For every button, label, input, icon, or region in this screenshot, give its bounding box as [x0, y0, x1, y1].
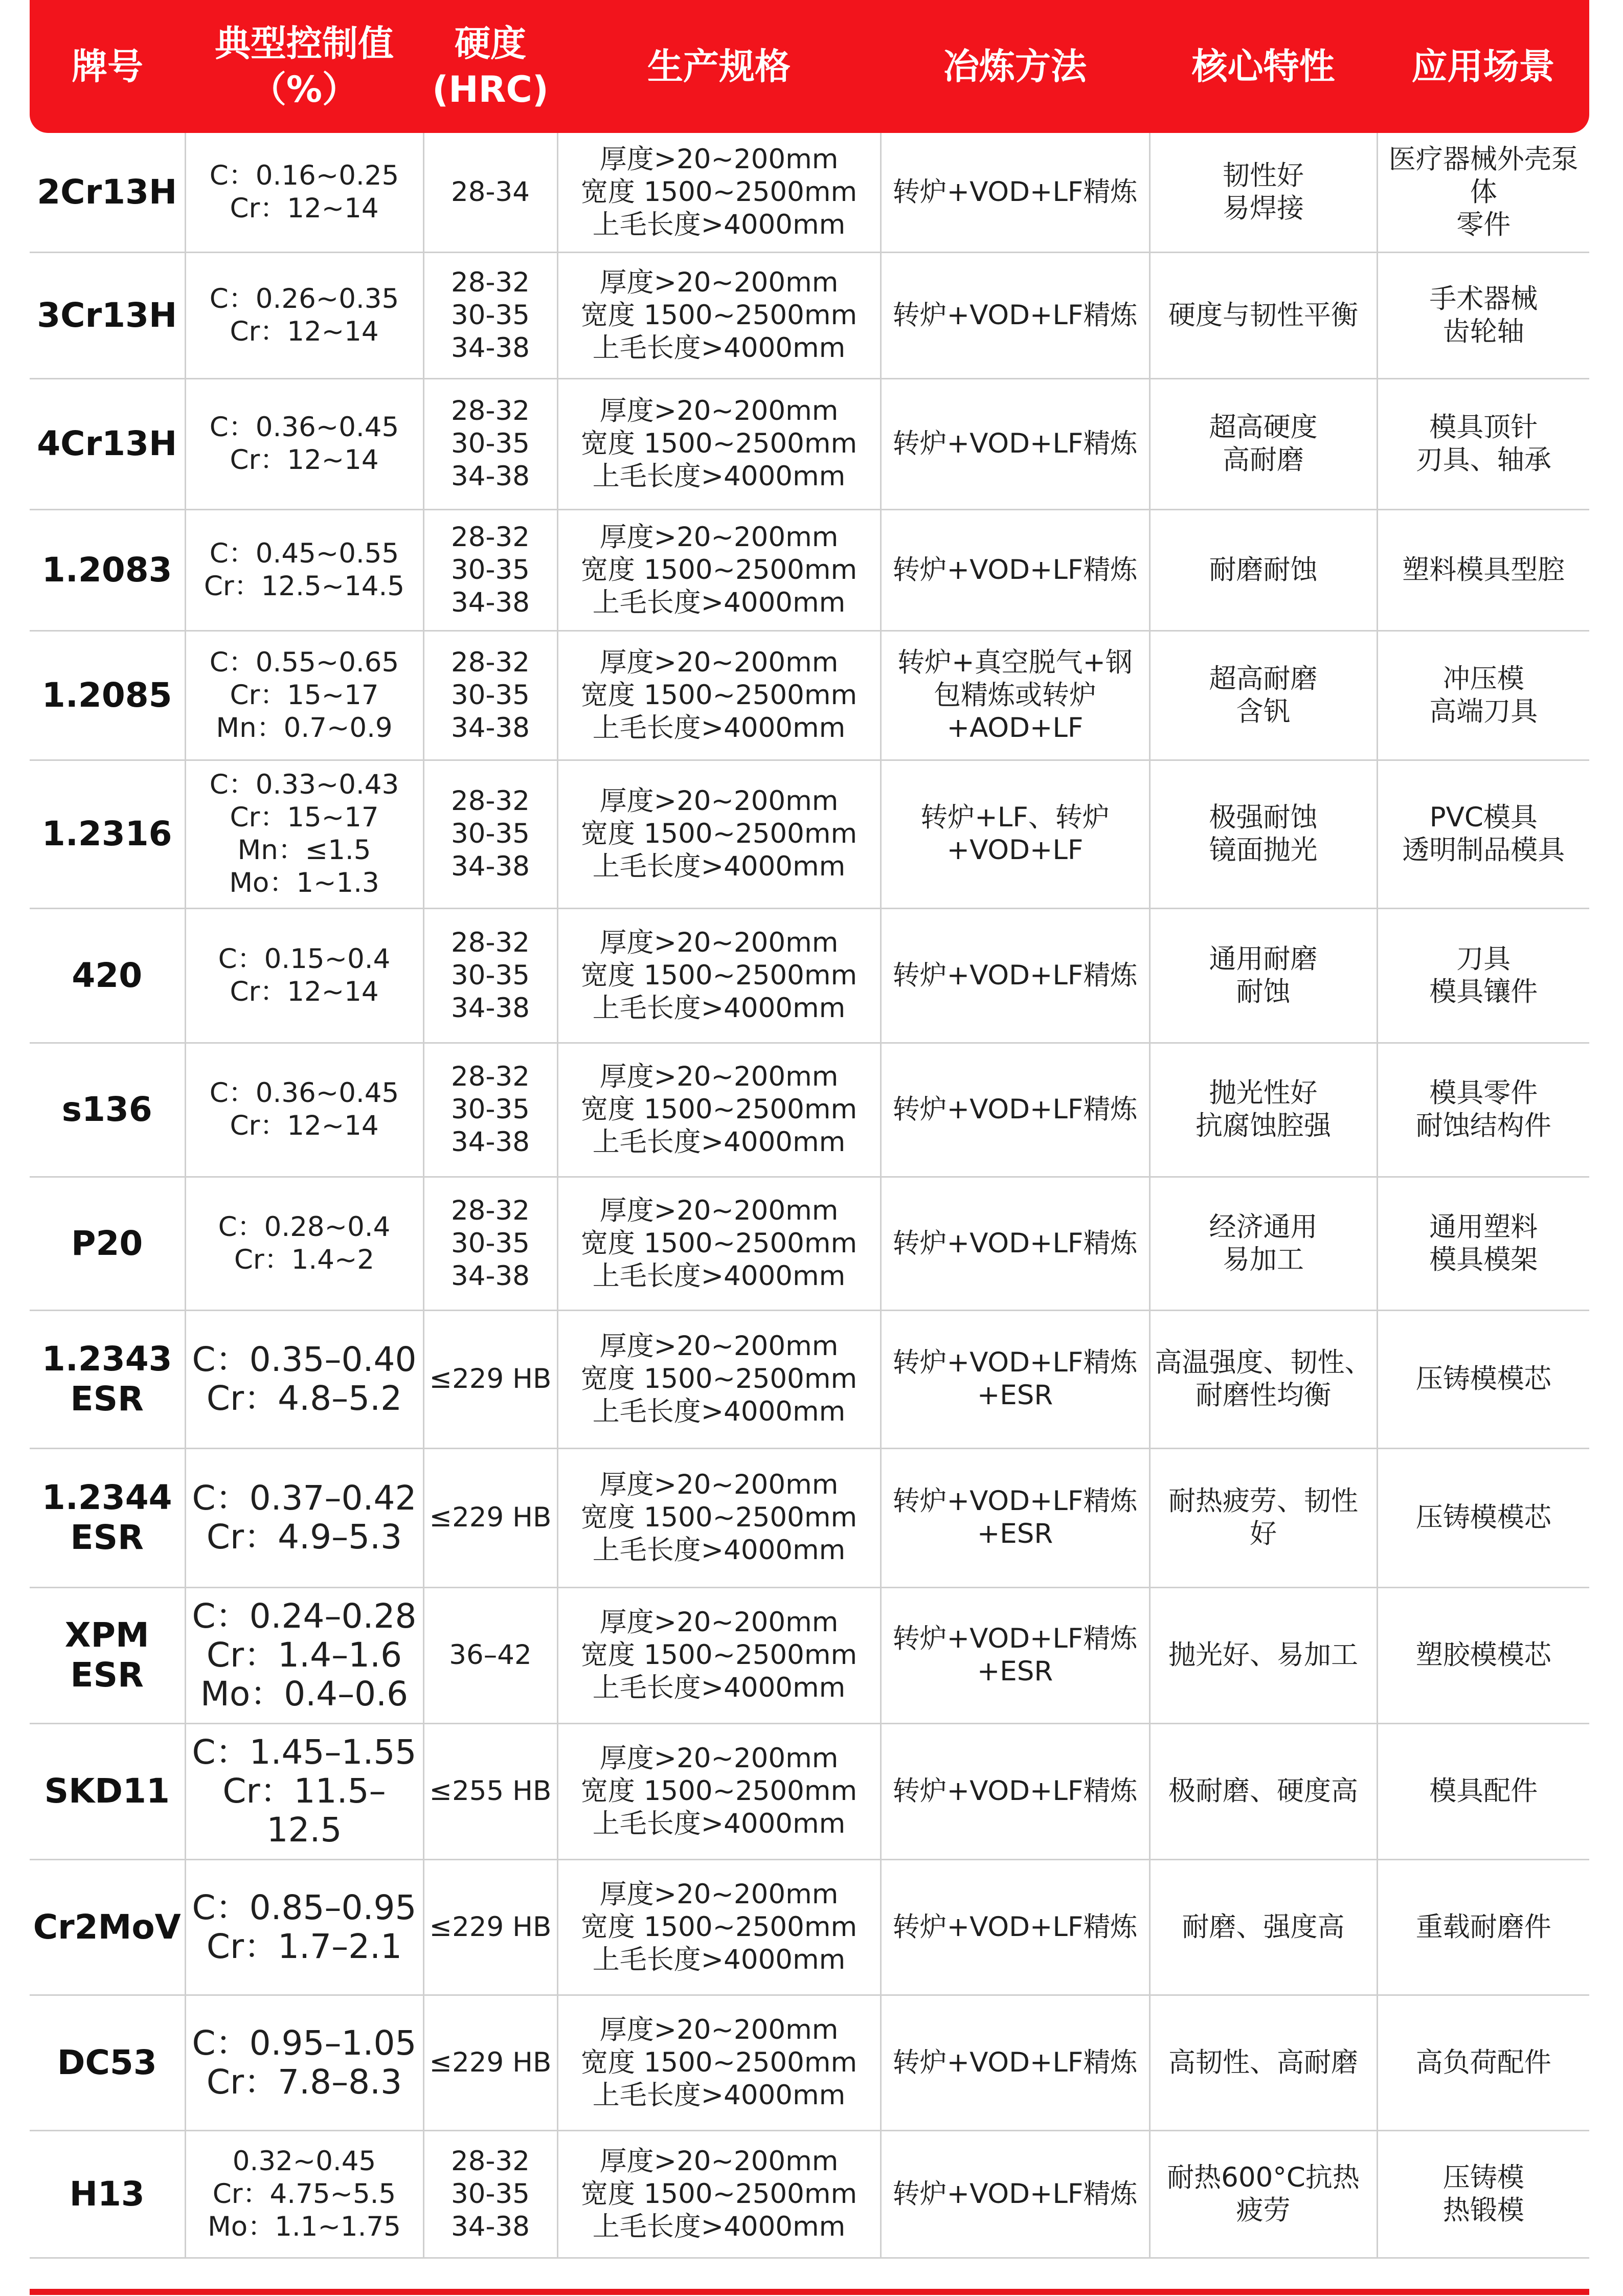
cell-features: 极强耐蚀 镜面抛光	[1149, 760, 1377, 908]
cell-features: 耐磨、强度高	[1149, 1859, 1377, 1995]
cell-grade: P20	[30, 1177, 185, 1310]
cell-features: 耐热疲劳、韧性 好	[1149, 1448, 1377, 1587]
cell-composition: 0.32~0.45 Cr：4.75~5.5 Mo：1.1~1.75	[185, 2130, 423, 2258]
cell-smelting: 转炉+VOD+LF精炼	[881, 908, 1149, 1043]
table-row	[30, 1448, 1589, 1587]
cell-spec: 厚度>20~200mm 宽度 1500~2500mm 上毛长度>4000mm	[557, 631, 881, 760]
cell-applications: 刀具 模具镶件	[1377, 908, 1589, 1043]
cell-smelting: 转炉+VOD+LF精炼	[881, 1723, 1149, 1859]
cell-smelting: 转炉+VOD+LF精炼	[881, 1995, 1149, 2130]
cell-hardness: 28-32 30-35 34-38	[423, 252, 557, 378]
table-row	[30, 1587, 1589, 1723]
cell-hardness: 28-32 30-35 34-38	[423, 1177, 557, 1310]
cell-spec: 厚度>20~200mm 宽度 1500~2500mm 上毛长度>4000mm	[557, 252, 881, 378]
cell-hardness: 28-32 30-35 34-38	[423, 631, 557, 760]
cell-hardness: ≤255 HB	[423, 1723, 557, 1859]
table-row	[30, 252, 1589, 378]
cell-spec: 厚度>20~200mm 宽度 1500~2500mm 上毛长度>4000mm	[557, 1859, 881, 1995]
cell-hardness: ≤229 HB	[423, 1310, 557, 1448]
cell-grade: 1.2343 ESR	[30, 1310, 185, 1448]
cell-grade: H13	[30, 2130, 185, 2258]
cell-composition: C：0.35–0.40 Cr：4.8–5.2	[185, 1310, 423, 1448]
table-row	[30, 2130, 1589, 2258]
cell-composition: C：0.16~0.25 Cr：12~14	[185, 133, 423, 252]
cell-grade: XPM ESR	[30, 1587, 185, 1723]
cell-applications: 塑胶模模芯	[1377, 1587, 1589, 1723]
cell-grade: DC53	[30, 1995, 185, 2130]
table-row	[30, 1995, 1589, 2130]
table-row	[30, 760, 1589, 908]
cell-grade: 420	[30, 908, 185, 1043]
cell-grade: 2Cr13H	[30, 133, 185, 252]
cell-applications: 压铸模 热锻模	[1377, 2130, 1589, 2258]
cell-hardness: 28-32 30-35 34-38	[423, 378, 557, 509]
cell-hardness: 28-32 30-35 34-38	[423, 1043, 557, 1177]
cell-features: 韧性好 易焊接	[1149, 133, 1377, 252]
header-composition: 典型控制值 （%）	[215, 22, 394, 110]
cell-spec: 厚度>20~200mm 宽度 1500~2500mm 上毛长度>4000mm	[557, 378, 881, 509]
cell-composition: C：0.36~0.45 Cr：12~14	[185, 1043, 423, 1177]
cell-hardness: 28-32 30-35 34-38	[423, 760, 557, 908]
cell-spec: 厚度>20~200mm 宽度 1500~2500mm 上毛长度>4000mm	[557, 133, 881, 252]
cell-grade: SKD11	[30, 1723, 185, 1859]
cell-composition: C：0.28~0.4 Cr：1.4~2	[185, 1177, 423, 1310]
table-row	[30, 1043, 1589, 1177]
cell-grade: 1.2344 ESR	[30, 1448, 185, 1587]
cell-spec: 厚度>20~200mm 宽度 1500~2500mm 上毛长度>4000mm	[557, 908, 881, 1043]
table-row	[30, 133, 1589, 252]
cell-spec: 厚度>20~200mm 宽度 1500~2500mm 上毛长度>4000mm	[557, 760, 881, 908]
cell-hardness: 28-32 30-35 34-38	[423, 908, 557, 1043]
cell-smelting: 转炉+VOD+LF精炼	[881, 378, 1149, 509]
cell-applications: 医疗器械外壳泵体 零件	[1377, 133, 1589, 252]
cell-hardness: 28-32 30-35 34-38	[423, 2130, 557, 2258]
cell-smelting: 转炉+VOD+LF精炼	[881, 1859, 1149, 1995]
cell-features: 超高耐磨 含钒	[1149, 631, 1377, 760]
cell-grade: 1.2083	[30, 509, 185, 631]
cell-composition: C：0.33~0.43 Cr：15~17 Mn：≤1.5 Mo：1~1.3	[185, 760, 423, 908]
cell-features: 抛光好、易加工	[1149, 1587, 1377, 1723]
cell-composition: C：0.55~0.65 Cr：15~17 Mn：0.7~0.9	[185, 631, 423, 760]
header-hardness: 硬度 (HRC)	[432, 22, 549, 110]
cell-smelting: 转炉+VOD+LF精炼	[881, 133, 1149, 252]
cell-composition: C：0.36~0.45 Cr：12~14	[185, 378, 423, 509]
cell-spec: 厚度>20~200mm 宽度 1500~2500mm 上毛长度>4000mm	[557, 1587, 881, 1723]
cell-hardness: 28-34	[423, 133, 557, 252]
cell-grade: 4Cr13H	[30, 378, 185, 509]
cell-spec: 厚度>20~200mm 宽度 1500~2500mm 上毛长度>4000mm	[557, 1043, 881, 1177]
table-row	[30, 1723, 1589, 1859]
cell-composition: C：0.26~0.35 Cr：12~14	[185, 252, 423, 378]
cell-smelting: 转炉+VOD+LF精炼	[881, 2130, 1149, 2258]
steel-spec-table	[30, 133, 1589, 2259]
cell-smelting: 转炉+VOD+LF精炼	[881, 1043, 1149, 1177]
header-applications: 应用场景	[1411, 46, 1555, 87]
cell-composition: C：0.15~0.4 Cr：12~14	[185, 908, 423, 1043]
bottom-accent-bar	[30, 2289, 1589, 2295]
cell-features: 通用耐磨 耐蚀	[1149, 908, 1377, 1043]
cell-smelting: 转炉+VOD+LF精炼	[881, 252, 1149, 378]
cell-composition: C：0.85–0.95 Cr：1.7–2.1	[185, 1859, 423, 1995]
cell-applications: 塑料模具型腔	[1377, 509, 1589, 631]
cell-smelting: 转炉+VOD+LF精炼 +ESR	[881, 1587, 1149, 1723]
cell-spec: 厚度>20~200mm 宽度 1500~2500mm 上毛长度>4000mm	[557, 1448, 881, 1587]
cell-smelting: 转炉+VOD+LF精炼	[881, 1177, 1149, 1310]
header-grade: 牌号	[72, 46, 143, 87]
cell-hardness: ≤229 HB	[423, 1995, 557, 2130]
cell-grade: 1.2316	[30, 760, 185, 908]
cell-applications: 模具配件	[1377, 1723, 1589, 1859]
cell-grade: 1.2085	[30, 631, 185, 760]
cell-smelting: 转炉+VOD+LF精炼 +ESR	[881, 1448, 1149, 1587]
cell-grade: 3Cr13H	[30, 252, 185, 378]
table-row	[30, 1859, 1589, 1995]
cell-smelting: 转炉+VOD+LF精炼 +ESR	[881, 1310, 1149, 1448]
header-smelting: 冶炼方法	[943, 46, 1087, 87]
cell-hardness: ≤229 HB	[423, 1859, 557, 1995]
cell-hardness: 28-32 30-35 34-38	[423, 509, 557, 631]
cell-features: 极耐磨、硬度高	[1149, 1723, 1377, 1859]
table-row	[30, 1177, 1589, 1310]
cell-applications: 手术器械 齿轮轴	[1377, 252, 1589, 378]
table-header	[30, 0, 1589, 133]
cell-applications: 高负荷配件	[1377, 1995, 1589, 2130]
cell-features: 耐热600°C抗热 疲劳	[1149, 2130, 1377, 2258]
cell-applications: 冲压模 高端刀具	[1377, 631, 1589, 760]
cell-smelting: 转炉+LF、转炉 +VOD+LF	[881, 760, 1149, 908]
cell-applications: 压铸模模芯	[1377, 1310, 1589, 1448]
cell-grade: s136	[30, 1043, 185, 1177]
table-row	[30, 908, 1589, 1043]
cell-hardness: 36–42	[423, 1587, 557, 1723]
cell-spec: 厚度>20~200mm 宽度 1500~2500mm 上毛长度>4000mm	[557, 2130, 881, 2258]
cell-composition: C：0.45~0.55 Cr：12.5~14.5	[185, 509, 423, 631]
cell-applications: 压铸模模芯	[1377, 1448, 1589, 1587]
table-row	[30, 378, 1589, 509]
cell-spec: 厚度>20~200mm 宽度 1500~2500mm 上毛长度>4000mm	[557, 509, 881, 631]
header-spec: 生产规格	[647, 46, 791, 87]
cell-composition: C：0.24–0.28 Cr：1.4–1.6 Mo：0.4–0.6	[185, 1587, 423, 1723]
cell-spec: 厚度>20~200mm 宽度 1500~2500mm 上毛长度>4000mm	[557, 1995, 881, 2130]
cell-applications: PVC模具 透明制品模具	[1377, 760, 1589, 908]
cell-applications: 通用塑料 模具模架	[1377, 1177, 1589, 1310]
cell-features: 超高硬度 高耐磨	[1149, 378, 1377, 509]
cell-features: 高温强度、韧性、 耐磨性均衡	[1149, 1310, 1377, 1448]
cell-composition: C：1.45–1.55 Cr：11.5–12.5	[185, 1723, 423, 1859]
cell-hardness: ≤229 HB	[423, 1448, 557, 1587]
cell-spec: 厚度>20~200mm 宽度 1500~2500mm 上毛长度>4000mm	[557, 1723, 881, 1859]
cell-features: 抛光性好 抗腐蚀腔强	[1149, 1043, 1377, 1177]
table-row	[30, 509, 1589, 631]
header-features: 核心特性	[1191, 46, 1335, 87]
cell-composition: C：0.37–0.42 Cr：4.9–5.3	[185, 1448, 423, 1587]
table-row	[30, 631, 1589, 760]
cell-features: 经济通用 易加工	[1149, 1177, 1377, 1310]
cell-features: 耐磨耐蚀	[1149, 509, 1377, 631]
cell-applications: 模具零件 耐蚀结构件	[1377, 1043, 1589, 1177]
cell-grade: Cr2MoV	[30, 1859, 185, 1995]
table-row	[30, 1310, 1589, 1448]
cell-smelting: 转炉+VOD+LF精炼	[881, 509, 1149, 631]
cell-spec: 厚度>20~200mm 宽度 1500~2500mm 上毛长度>4000mm	[557, 1310, 881, 1448]
cell-features: 硬度与韧性平衡	[1149, 252, 1377, 378]
cell-features: 高韧性、高耐磨	[1149, 1995, 1377, 2130]
cell-composition: C：0.95–1.05 Cr：7.8–8.3	[185, 1995, 423, 2130]
cell-smelting: 转炉+真空脱气+钢 包精炼或转炉 +AOD+LF	[881, 631, 1149, 760]
cell-applications: 模具顶针 刃具、轴承	[1377, 378, 1589, 509]
cell-applications: 重载耐磨件	[1377, 1859, 1589, 1995]
cell-spec: 厚度>20~200mm 宽度 1500~2500mm 上毛长度>4000mm	[557, 1177, 881, 1310]
